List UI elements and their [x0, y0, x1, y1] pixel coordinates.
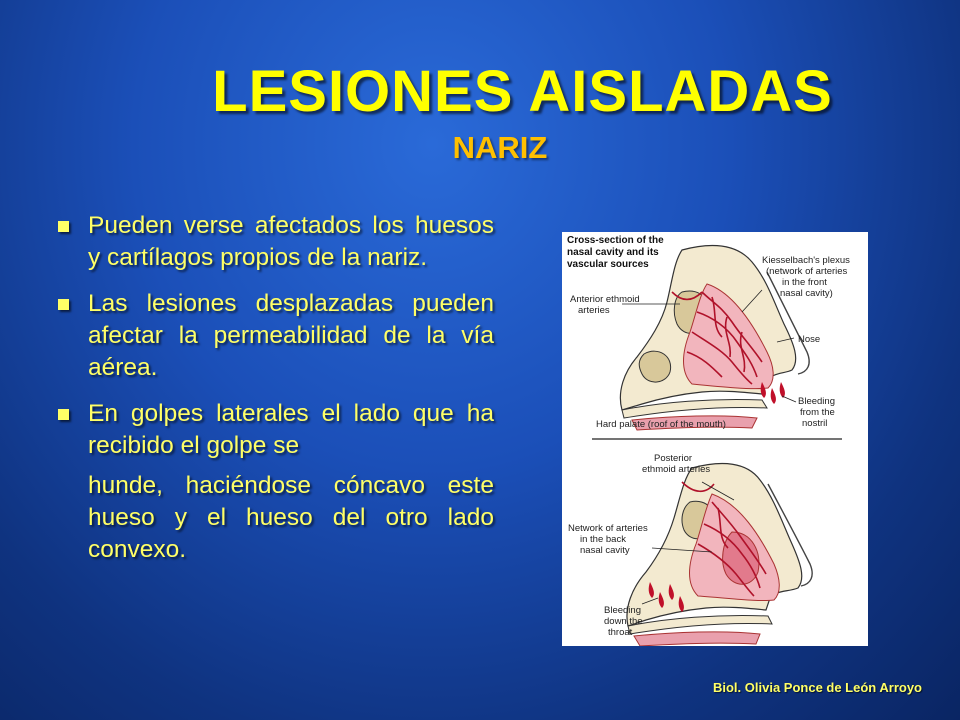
bullet-item [56, 210, 494, 274]
label-posterior-ethmoid-1: Posterior [654, 453, 693, 464]
label-anterior-ethmoid-1: Anterior ethmoid [570, 294, 640, 305]
bullet-text: En golpes laterales el lado que ha recibido el golpe se [88, 400, 494, 459]
author-credit: Biol. Olivia Ponce de León Arroyo [712, 680, 922, 695]
label-bleeding-nostril-2: from the [800, 407, 835, 418]
label-back-network-3: nasal cavity [580, 545, 630, 556]
slide-title: LESIONES AISLADAS [212, 59, 833, 124]
square-bullet-icon [58, 299, 69, 310]
bullet-continuation: hunde, haciéndose cóncavo este hueso y el hueso del otro lado convexo. [88, 472, 494, 563]
label-bleeding-nostril-3: nostril [802, 418, 828, 429]
slide-subtitle: NARIZ [452, 130, 548, 165]
label-bleeding-throat-1: Bleeding [604, 605, 641, 616]
figure-title-line2: nasal cavity and its [567, 247, 659, 258]
square-bullet-icon [58, 221, 69, 232]
label-anterior-ethmoid-2: arteries [578, 305, 610, 316]
bullet-text: Pueden verse afectados los huesos y cartílagos propios de la nariz. [88, 212, 494, 271]
label-back-network-1: Network of arteries [568, 523, 648, 534]
lower-nasal-section-drawing [627, 464, 812, 646]
bullet-item [56, 398, 494, 566]
nasal-anatomy-figure [562, 232, 868, 646]
square-bullet-icon [58, 409, 69, 420]
label-bleeding-throat-3: throat [608, 627, 633, 638]
label-posterior-ethmoid-2: ethmoid arteries [642, 464, 711, 475]
label-kiesselbach-3: in the front [782, 277, 827, 288]
bullet-list [56, 210, 494, 580]
label-kiesselbach-1: Kiesselbach's plexus [762, 255, 850, 266]
bullet-item [56, 288, 494, 384]
bullet-text: Las lesiones desplazadas pueden afectar la permeabilidad de la vía aérea. [88, 290, 494, 381]
label-kiesselbach-2: (network of arteries [766, 266, 848, 277]
label-nose: Nose [798, 334, 821, 345]
label-back-network-2: in the back [580, 534, 626, 545]
figure-title-line3: vascular sources [567, 259, 649, 270]
figure-title-line1: Cross-section of the [567, 235, 664, 246]
label-hard-palate: Hard palate (roof of the mouth) [596, 419, 726, 430]
nasal-cavity-illustration [562, 232, 868, 646]
label-bleeding-throat-2: down the [604, 616, 643, 627]
label-bleeding-nostril-1: Bleeding [798, 396, 835, 407]
label-kiesselbach-4: nasal cavity) [780, 288, 833, 299]
